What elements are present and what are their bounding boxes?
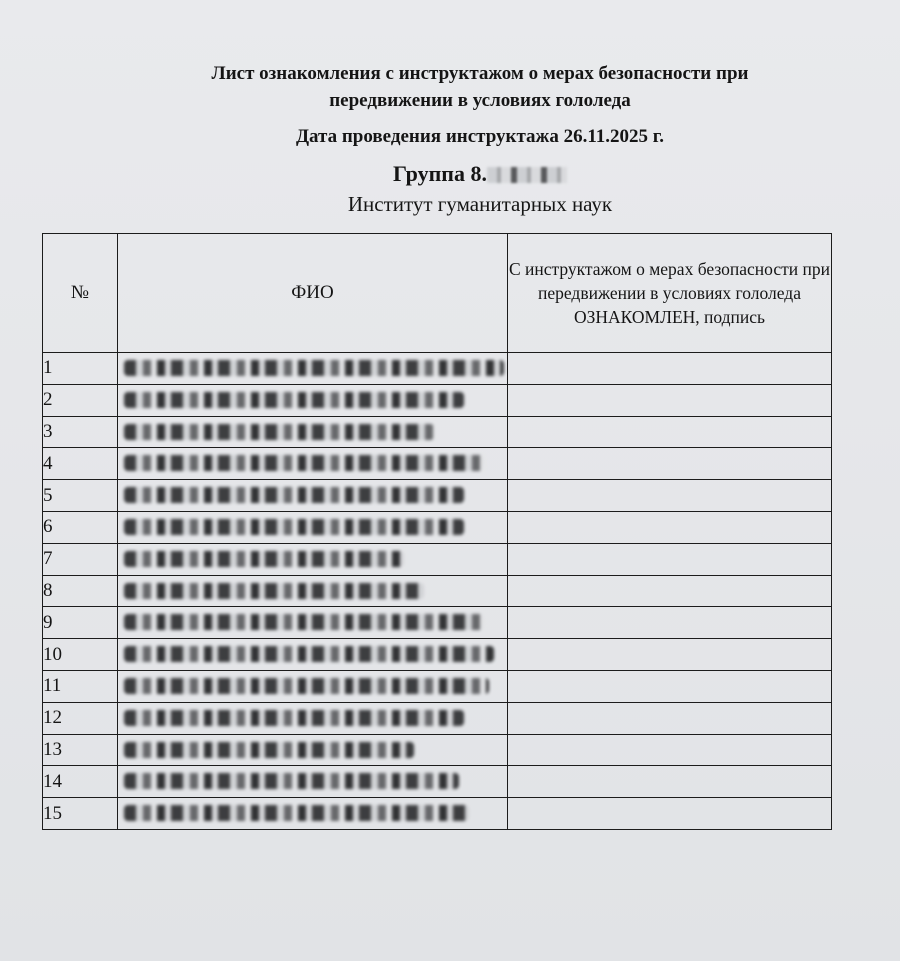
table-row xyxy=(43,766,832,798)
header-signature: С инструктажом о мерах безопасности при передвижении в условиях гололеда ОЗНАКОМЛЕН, подпись xyxy=(508,234,832,353)
table-row xyxy=(43,607,832,639)
signature-cell xyxy=(508,670,832,702)
signature-cell xyxy=(508,766,832,798)
table-row xyxy=(43,670,832,702)
fio-cell xyxy=(118,543,508,575)
signature-cell xyxy=(508,575,832,607)
row-number: 3 xyxy=(43,416,118,448)
table-row xyxy=(43,575,832,607)
table-row xyxy=(43,353,832,385)
signature-cell xyxy=(508,511,832,543)
signature-cell xyxy=(508,543,832,575)
row-number: 10 xyxy=(43,639,118,671)
redacted-name xyxy=(124,455,484,471)
table-row xyxy=(43,734,832,766)
group-label: Группа 8. xyxy=(393,161,487,186)
redacted-name xyxy=(124,742,414,758)
signature-cell xyxy=(508,734,832,766)
fio-cell xyxy=(118,416,508,448)
fio-cell xyxy=(118,798,508,830)
redacted-name xyxy=(124,519,464,535)
redacted-name xyxy=(124,487,464,503)
row-number: 9 xyxy=(43,607,118,639)
fio-cell xyxy=(118,766,508,798)
signature-cell xyxy=(508,480,832,512)
table-row xyxy=(43,798,832,830)
redacted-name xyxy=(124,646,494,662)
row-number: 5 xyxy=(43,480,118,512)
row-number: 1 xyxy=(43,353,118,385)
redacted-name xyxy=(124,583,424,599)
row-number: 4 xyxy=(43,448,118,480)
signature-cell xyxy=(508,353,832,385)
signature-cell xyxy=(508,639,832,671)
row-number: 7 xyxy=(43,543,118,575)
redacted-name xyxy=(124,551,404,567)
redacted-name xyxy=(124,710,464,726)
redacted-name xyxy=(124,678,489,694)
signature-cell xyxy=(508,702,832,734)
row-number: 15 xyxy=(43,798,118,830)
table-row xyxy=(43,639,832,671)
fio-cell xyxy=(118,511,508,543)
table-row xyxy=(43,416,832,448)
briefing-date: Дата проведения инструктажа 26.11.2025 г. xyxy=(295,126,665,147)
table-row xyxy=(43,384,832,416)
table-row xyxy=(43,543,832,575)
redacted-name xyxy=(124,614,484,630)
fio-cell xyxy=(118,353,508,385)
signature-cell xyxy=(508,798,832,830)
fio-cell xyxy=(118,670,508,702)
table-row xyxy=(43,511,832,543)
fio-cell xyxy=(118,448,508,480)
group-heading xyxy=(300,161,660,187)
table-header-row xyxy=(43,234,832,353)
fio-cell xyxy=(118,734,508,766)
signature-cell xyxy=(508,384,832,416)
title-line-2: передвижении в условиях гололеда xyxy=(329,90,631,111)
redacted-name xyxy=(124,392,464,408)
redacted-name xyxy=(124,360,504,376)
fio-cell xyxy=(118,575,508,607)
fio-cell xyxy=(118,639,508,671)
row-number: 12 xyxy=(43,702,118,734)
redacted-group-number xyxy=(487,167,567,183)
fio-cell xyxy=(118,480,508,512)
signature-cell xyxy=(508,607,832,639)
row-number: 8 xyxy=(43,575,118,607)
fio-cell xyxy=(118,607,508,639)
acknowledgement-table xyxy=(42,233,832,830)
redacted-name xyxy=(124,805,469,821)
header-fio: ФИО xyxy=(118,234,508,353)
table-row xyxy=(43,448,832,480)
institute-name: Институт гуманитарных наук xyxy=(347,192,613,216)
document-title xyxy=(120,60,840,114)
redacted-name xyxy=(124,424,434,440)
signature-cell xyxy=(508,416,832,448)
fio-cell xyxy=(118,384,508,416)
signature-cell xyxy=(508,448,832,480)
row-number: 14 xyxy=(43,766,118,798)
redacted-name xyxy=(124,773,459,789)
row-number: 6 xyxy=(43,511,118,543)
fio-cell xyxy=(118,702,508,734)
row-number: 2 xyxy=(43,384,118,416)
header-number: № xyxy=(43,234,118,353)
table-row xyxy=(43,702,832,734)
row-number: 11 xyxy=(43,670,118,702)
row-number: 13 xyxy=(43,734,118,766)
title-line-1: Лист ознакомления с инструктажом о мерах безопасности при xyxy=(211,63,749,84)
table-row xyxy=(43,480,832,512)
